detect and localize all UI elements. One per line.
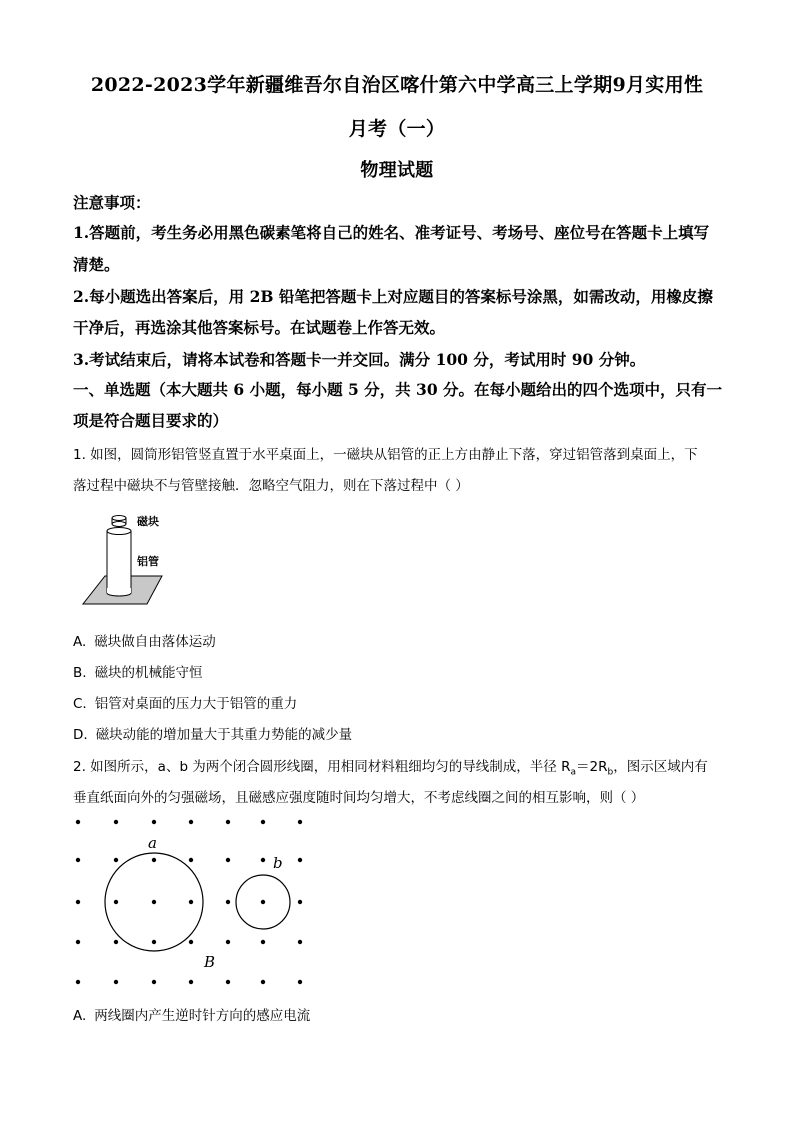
field-dot [76,940,80,944]
q1-option-a [73,630,216,650]
field-dot [261,820,265,824]
field-dot [226,940,230,944]
field-dot [298,940,302,944]
aluminum-tube [107,531,131,593]
note-line: 清楚。 [73,255,120,274]
field-dot [152,980,156,984]
field-dot [226,820,230,824]
field-dot [226,858,230,862]
q2-stem-line2: 垂直纸面向外的匀强磁场，且磁感应强度随时间均匀增大，不考虑线圈之间的相互影响，则（ ） [73,790,645,806]
q2-option-a [73,1004,310,1024]
magnet-top [112,522,126,527]
q2-stem-part: ＝2R [576,759,608,775]
note-line: 2.每小题选出答案后，用 2B 铅笔把答题卡上对应题目的答案标号涂黑，如需改动，用橡皮擦 [73,287,713,306]
q1-stem-line1: 1. 如图，圆筒形铝管竖直置于水平桌面上，一磁块从铝管的正上方由静止下落，穿过铝管落到桌面上，下 [73,447,698,463]
magnet-tube-diagram [80,510,190,610]
field-dot [298,900,302,904]
note-line: 干净后，再选涂其他答案标号。在试题卷上作答无效。 [73,318,446,337]
field-dot [114,900,118,904]
field-dot [114,980,118,984]
q2-stem-part: ，图示区域内有 [613,759,708,775]
subscript-b: b [607,767,614,778]
option-text: 两线圈内产生逆时针方向的感应电流 [94,1008,311,1024]
field-dot [152,820,156,824]
tube-top-opening [107,528,131,535]
magnet-label: 磁块 [137,515,159,528]
field-dot [298,980,302,984]
subscript-a: a [570,767,576,778]
field-dot [114,820,118,824]
field-dot [76,980,80,984]
option-label: B. [73,665,87,681]
note-line: 3.考试结束后，请将本试卷和答题卡一并交回。满分 100 分，考试用时 90 分钟。 [73,350,646,369]
field-dot [261,900,265,904]
field-dot [114,940,118,944]
q1-figure [80,510,190,610]
field-dot [261,858,265,862]
field-dot [76,858,80,862]
magnet-block [112,516,126,521]
section-heading-line2: 项是符合题目要求的） [73,411,229,430]
q2-stem-line1 [73,755,733,778]
field-dot [261,980,265,984]
field-dot [189,858,193,862]
exam-title-line2: 月考（一） [348,118,446,140]
field-dot [114,858,118,862]
coil-a-label: a [148,834,157,852]
q1-option-d [73,723,352,743]
option-label: A. [73,634,87,650]
field-dot [189,940,193,944]
field-dot [226,980,230,984]
option-text: 磁块做自由落体运动 [94,634,216,650]
field-dot [189,820,193,824]
exam-title-line1: 2022-2023学年新疆维吾尔自治区喀什第六中学高三上学期9月实用性 [90,74,704,96]
field-dot-grid [76,820,302,984]
coil-b-label: b [273,854,283,872]
section-heading-line1: 一、单选题（本大题共 6 小题，每小题 5 分，共 30 分。在每小题给出的四个选项中，只有一 [73,380,723,399]
option-text: 磁块的机械能守恒 [94,665,203,681]
q1-option-c [73,692,297,712]
field-dot [298,858,302,862]
tube-label: 铝管 [137,555,159,568]
field-dot [189,900,193,904]
note-line: 1.答题前，考生务必用黑色碳素笔将自己的姓名、准考证号、考场号、座位号在答题卡上填写 [73,223,710,242]
option-text: 磁块动能的增加量大于其重力势能的减少量 [95,727,353,743]
option-label: C. [73,696,87,712]
field-dot [76,820,80,824]
field-dot [152,858,156,862]
subject-title: 物理试题 [360,160,434,181]
field-dot [298,820,302,824]
magnetic-field-diagram [66,810,316,995]
option-label: D. [73,727,88,743]
field-dot [189,980,193,984]
field-dot [261,940,265,944]
q1-stem-line2: 落过程中磁块不与管壁接触．忽略空气阻力，则在下落过程中（ ） [73,478,469,494]
field-B-label: B [204,953,216,971]
option-label: A. [73,1008,87,1024]
field-dot [152,900,156,904]
field-dot [226,900,230,904]
field-dot [76,900,80,904]
q1-option-b [73,661,203,681]
notes-heading: 注意事项： [73,193,151,212]
field-dot [152,940,156,944]
q2-figure [66,810,316,995]
q2-stem-part: 2. 如图所示，a、b 为两个闭合圆形线圈，用相同材料粗细均匀的导线制成，半径 R [73,759,571,775]
option-text: 铝管对桌面的压力大于铝管的重力 [94,696,298,712]
